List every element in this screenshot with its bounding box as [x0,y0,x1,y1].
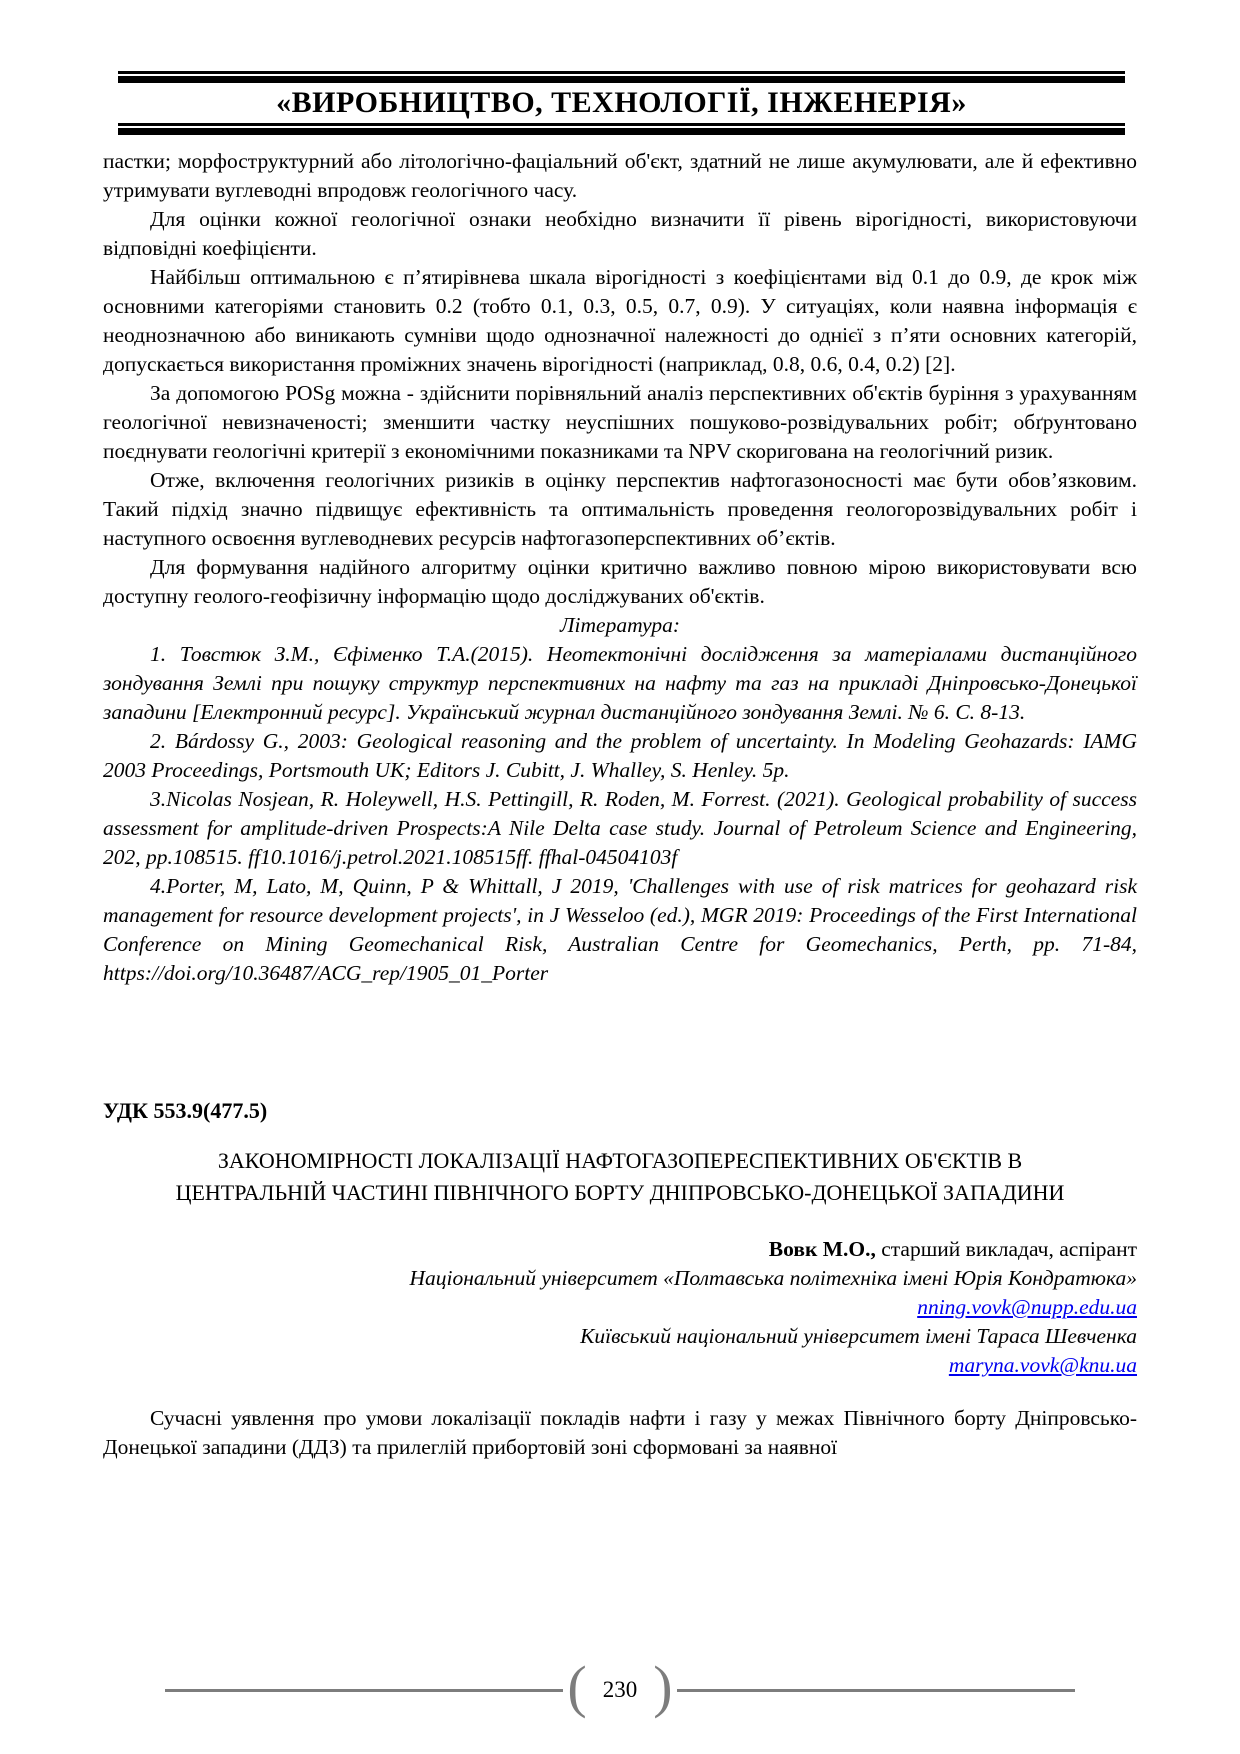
author-block [103,1235,1137,1380]
intro-paragraph: Сучасні уявлення про умови локалізації покладів нафти і газу у межах Північного борту Дніпровсько-Донецької западини (ДДЗ) та прилеглій прибортовій зоні сформовані за наявної [103,1406,1137,1459]
next-article-header [103,1096,1137,1462]
conference-section-title: «ВИРОБНИЦТВО, ТЕХНОЛОГІЇ, ІНЖЕНЕРІЯ» [276,86,967,119]
body-paragraph: Отже, включення геологічних ризиків в оцінку перспектив нафтогазоносності має бути обов’язковим. Такий підхід значно підвищує ефективність та оптимальність проведення геологорозвідувальних робіт і наступного освоєння вуглеводневих ресурсів нафтогазоперспективних об’єктів. [103,468,1137,550]
udc-code: УДК 553.9(477.5) [103,1098,268,1123]
email-link-2[interactable]: maryna.vovk@knu.ua [948,1353,1137,1377]
literature-heading: Література: [559,613,680,637]
body-paragraph: Для оцінки кожної геологічної ознаки необхідно визначити її рівень вірогідності, використовуючи відповідні коефіцієнти. [103,207,1137,260]
page-number: 230 [602,1677,638,1702]
banner-top-thick-rule [118,76,1125,83]
email-link-1[interactable]: nning.vovk@nupp.edu.ua [917,1295,1137,1319]
reference-item: 1. Товстюк З.М., Єфіменко Т.А.(2015). Неотектонічні дослідження за матеріалами дистанційного зондування Землі при пошуку структур перспективних на нафту та газ на прикладі Дніпровсько-Донецької западини [Електронний ресурс]. Український журнал дистанційного зондування Землі. № 6. С. 8-13. [103,642,1137,724]
banner-bottom-thick-rule [118,128,1125,135]
article-title: ЗАКОНОМІРНОСТІ ЛОКАЛІЗАЦІЇ НАФТОГАЗОПЕРЕСПЕКТИВНИХ ОБ'ЄКТІВ В ЦЕНТРАЛЬНІЙ ЧАСТИНІ ПІВНІЧНОГО БОРТУ ДНІПРОВСЬКО-ДОНЕЦЬКОЇ ЗАПАДИНИ [175,1148,1065,1205]
footer-right-bracket-icon: ) [653,1654,673,1719]
footer-right-rule [677,1689,1075,1692]
footer-left-rule [165,1689,563,1692]
author-line [103,1235,1137,1264]
author-name: Вовк М.О., [768,1237,876,1261]
reference-item: 4.Porter, M, Lato, M, Quinn, P & Whittall, J 2019, 'Challenges with use of risk matrices for geohazard risk management for resource development projects', in J Wesseloo (ed.), MGR 2019: Proceedings of the First International Conference on Mining Geomechanical Risk, Australian Centre for Geomechanics, Perth, pp. 71-84, https://doi.org/10.36487/ACG_rep/1905_01_Porter [103,874,1137,985]
body-paragraph: За допомогою POSg можна - здійснити порівняльний аналіз перспективних об'єктів буріння з урахуванням геологічної невизначеності; зменшити частку неуспішних пошуково-розвідувальних робіт; обґрунтовано поєднувати геологічні критерії з економічними показниками та NPV скоригована на геологічний ризик. [103,381,1137,463]
body-paragraph: пастки; морфоструктурний або літологічно-фаціальний об'єкт, здатний не лише акумулювати, але й ефективно утримувати вуглеводні впродовж геологічного часу. [103,149,1137,202]
body-paragraph: Найбільш оптимальною є п’ятирівнева шкала вірогідності з коефіцієнтами від 0.1 до 0.9, де крок між основними категоріями становить 0.2 (тобто 0.1, 0.3, 0.5, 0.7, 0.9). У ситуаціях, коли наявна інформація є неоднозначною або виникають сумніви щодо однозначної належності до однієї з п’яти основних категорій, допускається використання проміжних значень вірогідності (наприклад, 0.8, 0.6, 0.4, 0.2) [2]. [103,265,1137,376]
running-head-banner [118,71,1125,135]
footer-left-bracket-icon: ( [567,1654,587,1719]
reference-item: 3.Nicolas Nosjean, R. Holeywell, H.S. Pettingill, R. Roden, M. Forrest. (2021). Geological probability of success assessment for amplitude-driven Prospects:A Nile Delta case study. Journal of Petroleum Science and Engineering, 202, pp.108515. ff10.1016/j.petrol.2021.108515ff. ffhal-04504103f [103,787,1137,869]
article-body [103,147,1137,988]
author-role: старший викладач, аспірант [875,1237,1137,1261]
body-paragraph: Для формування надійного алгоритму оцінки критично важливо повною мірою використовувати всю доступну геолого-геофізичну інформацію щодо досліджуваних об'єктів. [103,555,1137,608]
reference-item: 2. Bárdossy G., 2003: Geological reasoning and the problem of uncertainty. In Modeling Geohazards: IAMG 2003 Proceedings, Portsmouth UK; Editors J. Cubitt, J. Whalley, S. Henley. 5p. [103,729,1137,782]
affiliation-1: Національний університет «Полтавська політехніка імені Юрія Кондратюка» [409,1266,1137,1290]
affiliation-2: Київський національний університет імені Тараса Шевченка [580,1324,1137,1348]
page-footer [103,1654,1137,1719]
